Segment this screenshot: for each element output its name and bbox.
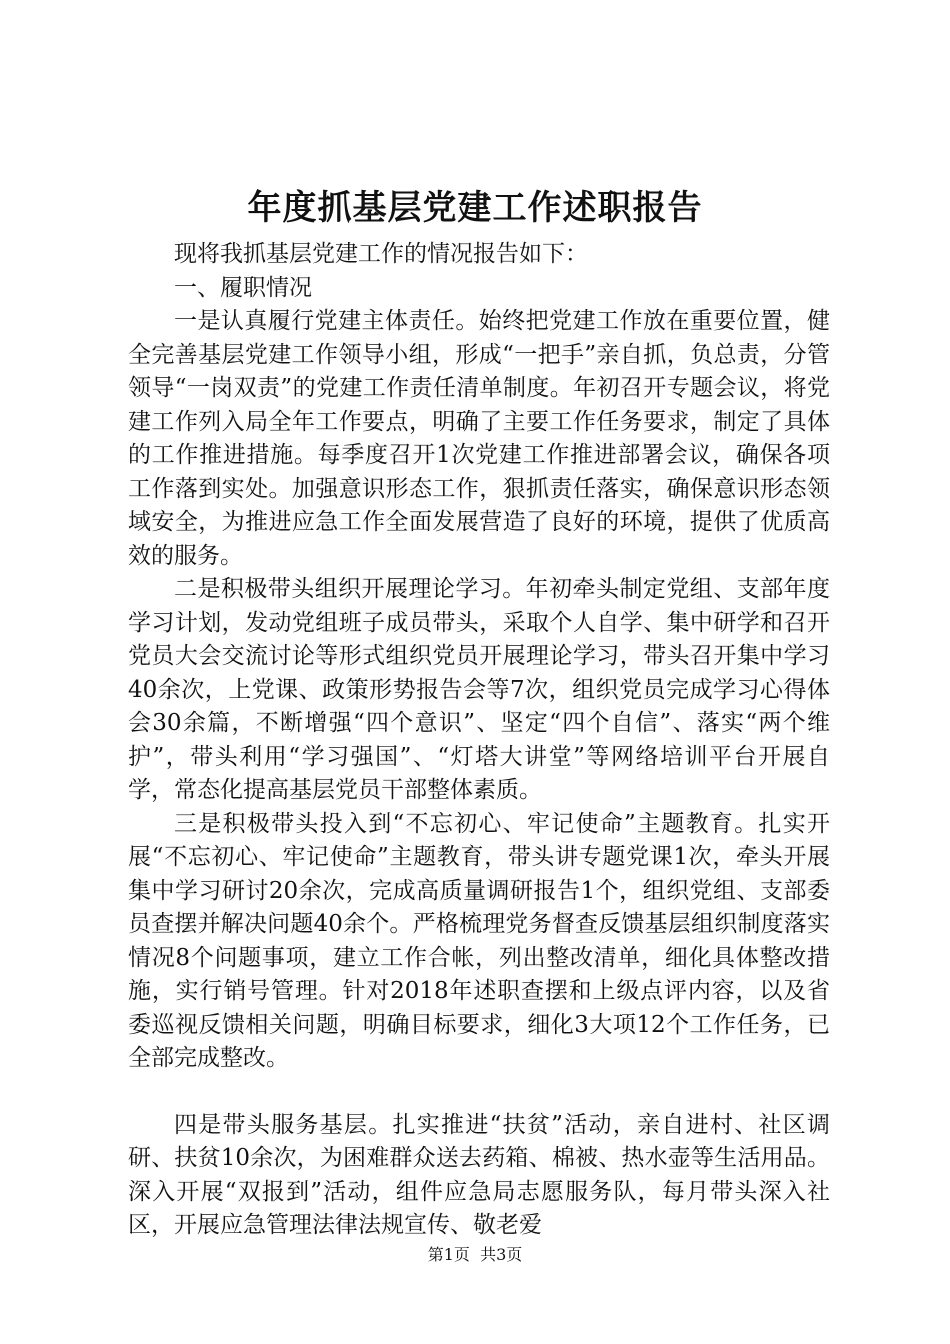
paragraph-1: 一是认真履行党建主体责任。始终把党建工作放在重要位置，健全完善基层党建工作领导小组，形成“一把手”亲自抓，负总责，分管领导“一岗双责”的党建工作责任清单制度。年初召开专题会议，将党建工作列入局全年工作要点，明确了主要工作任务要求，制定了具体的工作推进措施。每季度召开1次党建工作推进部署会议，确保各项工作落到实处。加强意识形态工作，狠抓责任落实，确保意识形态领域安全，为推进应急工作全面发展营造了良好的环境，提供了优质高效的服务。 [128,308,830,569]
paragraph-3: 三是积极带头投入到“不忘初心、牢记使命”主题教育。扎实开展“不忘初心、牢记使命”主题教育，带头讲专题党课1次，牵头开展集中学习研讨20余次，完成高质量调研报告1个，组织党组、支部委员查摆并解决问题40余个。严格梳理党务督查反馈基层组织制度落实情况8个问题事项，建立工作合帐，列出整改清单，细化具体整改措施，实行销号管理。针对2018年述职查摆和上级点评内容，以及省委巡视反馈相关问题，明确目标要求，细化3大项12个工作任务，已全部完成整改。 [128,810,830,1071]
paragraph-gap [128,1076,830,1109]
section-heading: 一、履职情况 [174,274,312,301]
intro-paragraph: 现将我抓基层党建工作的情况报告如下： [174,241,588,267]
paragraph-4: 四是带头服务基层。扎实推进“扶贫”活动，亲自进村、社区调研、扶贫10余次，为困难群众送去药箱、棉被、热水壶等生活用品。深入开展“双报到”活动，组件应急局志愿服务队，每月带头深入社区，开展应急管理法律法规宣传、敬老爱 [128,1111,830,1238]
document-title: 年度抓基层党建工作述职报告 [247,188,703,228]
page-footer: 第1页 共3页 [427,1245,523,1264]
document-body [128,238,830,1243]
paragraph-2: 二是积极带头组织开展理论学习。年初牵头制定党组、支部年度学习计划，发动党组班子成员带头，采取个人自学、集中研学和召开党员大会交流讨论等形式组织党员开展理论学习，带头召开集中学习40余次，上党课、政策形势报告会等7次，组织党员完成学习心得体会30余篇，不断增强“四个意识”、坚定“四个自信”、落实“两个维护”，带头利用“学习强国”、“灯塔大讲堂”等网络培训平台开展自学，常态化提高基层党员干部整体素质。 [128,576,830,803]
